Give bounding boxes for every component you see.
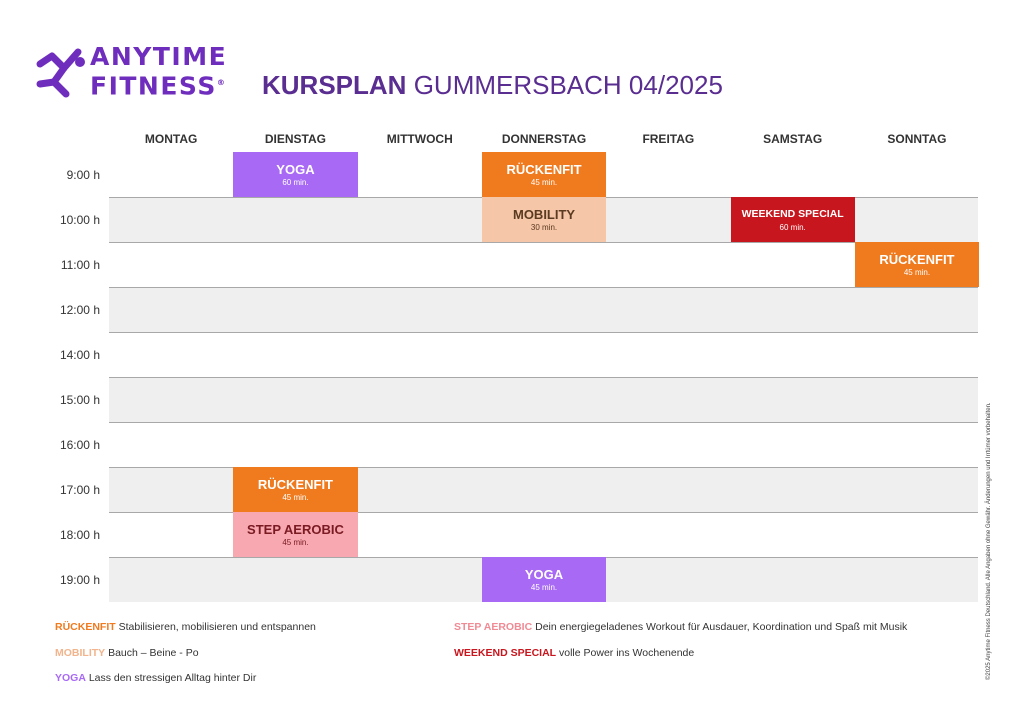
running-figure-icon (34, 44, 90, 100)
title-bold: KURSPLAN (262, 70, 407, 100)
title-rest: GUMMERSBACH 04/2025 (413, 70, 723, 100)
course-name: RÜCKENFIT (879, 251, 955, 267)
legend-weekend-special (454, 647, 694, 659)
time-label: 18:00 h (59, 528, 100, 542)
course-block (855, 242, 979, 287)
course-block (482, 152, 606, 197)
row-separator (109, 377, 978, 378)
legend-text: Bauch – Beine - Po (105, 647, 199, 659)
copyright-note: ©2025 Anytime Fitness Deutschland. Alle Angaben ohne Gewähr. Änderungen und Irrtümer vorbehalten. (986, 402, 992, 680)
course-name: RÜCKENFIT (257, 476, 333, 492)
legend-name: MOBILITY (55, 647, 106, 659)
course-block (482, 557, 606, 602)
row-separator (109, 287, 978, 288)
day-header-6: SONNTAG (887, 132, 947, 146)
day-header-2: MITTWOCH (386, 132, 453, 146)
brand-line-2: FITNESS (90, 71, 217, 101)
legend-step-aerobic (454, 621, 907, 633)
course-name: RÜCKENFIT (506, 161, 582, 177)
course-block (233, 467, 357, 512)
legend-name: WEEKEND SPECIAL (454, 647, 557, 659)
day-header-1: DIENSTAG (264, 132, 326, 146)
course-block (482, 197, 606, 242)
page-title (262, 70, 723, 101)
course-duration: 45 min. (282, 492, 309, 502)
legend-text: Dein energiegeladenes Workout für Ausdauer, Koordination und Spaß mit Musik (532, 621, 908, 633)
legend-text: Lass den stressigen Alltag hinter Dir (85, 672, 257, 684)
course-duration: 45 min. (530, 582, 558, 592)
time-label: 16:00 h (59, 438, 100, 452)
course-block (233, 512, 357, 557)
day-header-0: MONTAG (144, 132, 198, 146)
row-separator (109, 332, 978, 333)
row-band (109, 377, 978, 422)
day-header-3: DONNERSTAG (501, 132, 587, 146)
time-label: 10:00 h (59, 213, 100, 227)
legend-text: Stabilisieren, mobilisieren und entspannen (115, 621, 316, 633)
course-block (233, 152, 357, 197)
course-name: MOBILITY (512, 206, 576, 222)
day-header-4: FREITAG (642, 132, 695, 146)
brand-line-1: ANYTIME (90, 42, 228, 71)
course-duration: 60 min. (282, 177, 309, 187)
brand-wordmark (90, 44, 227, 99)
row-separator (109, 422, 978, 423)
course-name: WEEKEND SPECIAL (741, 207, 844, 220)
legend-name: STEP AEROBIC (454, 621, 533, 633)
legend-name: YOGA (55, 672, 86, 684)
brand-logo (34, 44, 254, 102)
course-duration: 45 min. (282, 537, 309, 547)
course-duration: 60 min. (779, 222, 806, 232)
legend-mobility (55, 647, 199, 659)
course-duration: 30 min. (530, 222, 558, 232)
course-name: YOGA (276, 161, 315, 177)
course-duration: 45 min. (903, 267, 931, 277)
legend-text: volle Power ins Wochenende (556, 647, 695, 659)
time-label: 19:00 h (59, 573, 100, 587)
course-name: STEP AEROBIC (247, 521, 344, 537)
time-label: 9:00 h (66, 168, 100, 182)
course-block (731, 197, 855, 242)
course-duration: 45 min. (530, 177, 558, 187)
legend-rueckenfit (55, 621, 316, 633)
time-label: 14:00 h (59, 348, 100, 362)
time-label: 15:00 h (59, 393, 100, 407)
row-separator (109, 242, 978, 243)
registered-mark: ® (216, 78, 227, 87)
day-header-5: SAMSTAG (763, 132, 823, 146)
time-label: 17:00 h (59, 483, 100, 497)
legend-yoga (55, 672, 256, 684)
row-band (109, 287, 978, 332)
legend-name: RÜCKENFIT (55, 621, 116, 633)
time-label: 11:00 h (60, 258, 100, 272)
time-label: 12:00 h (59, 303, 100, 317)
course-name: YOGA (524, 566, 564, 582)
